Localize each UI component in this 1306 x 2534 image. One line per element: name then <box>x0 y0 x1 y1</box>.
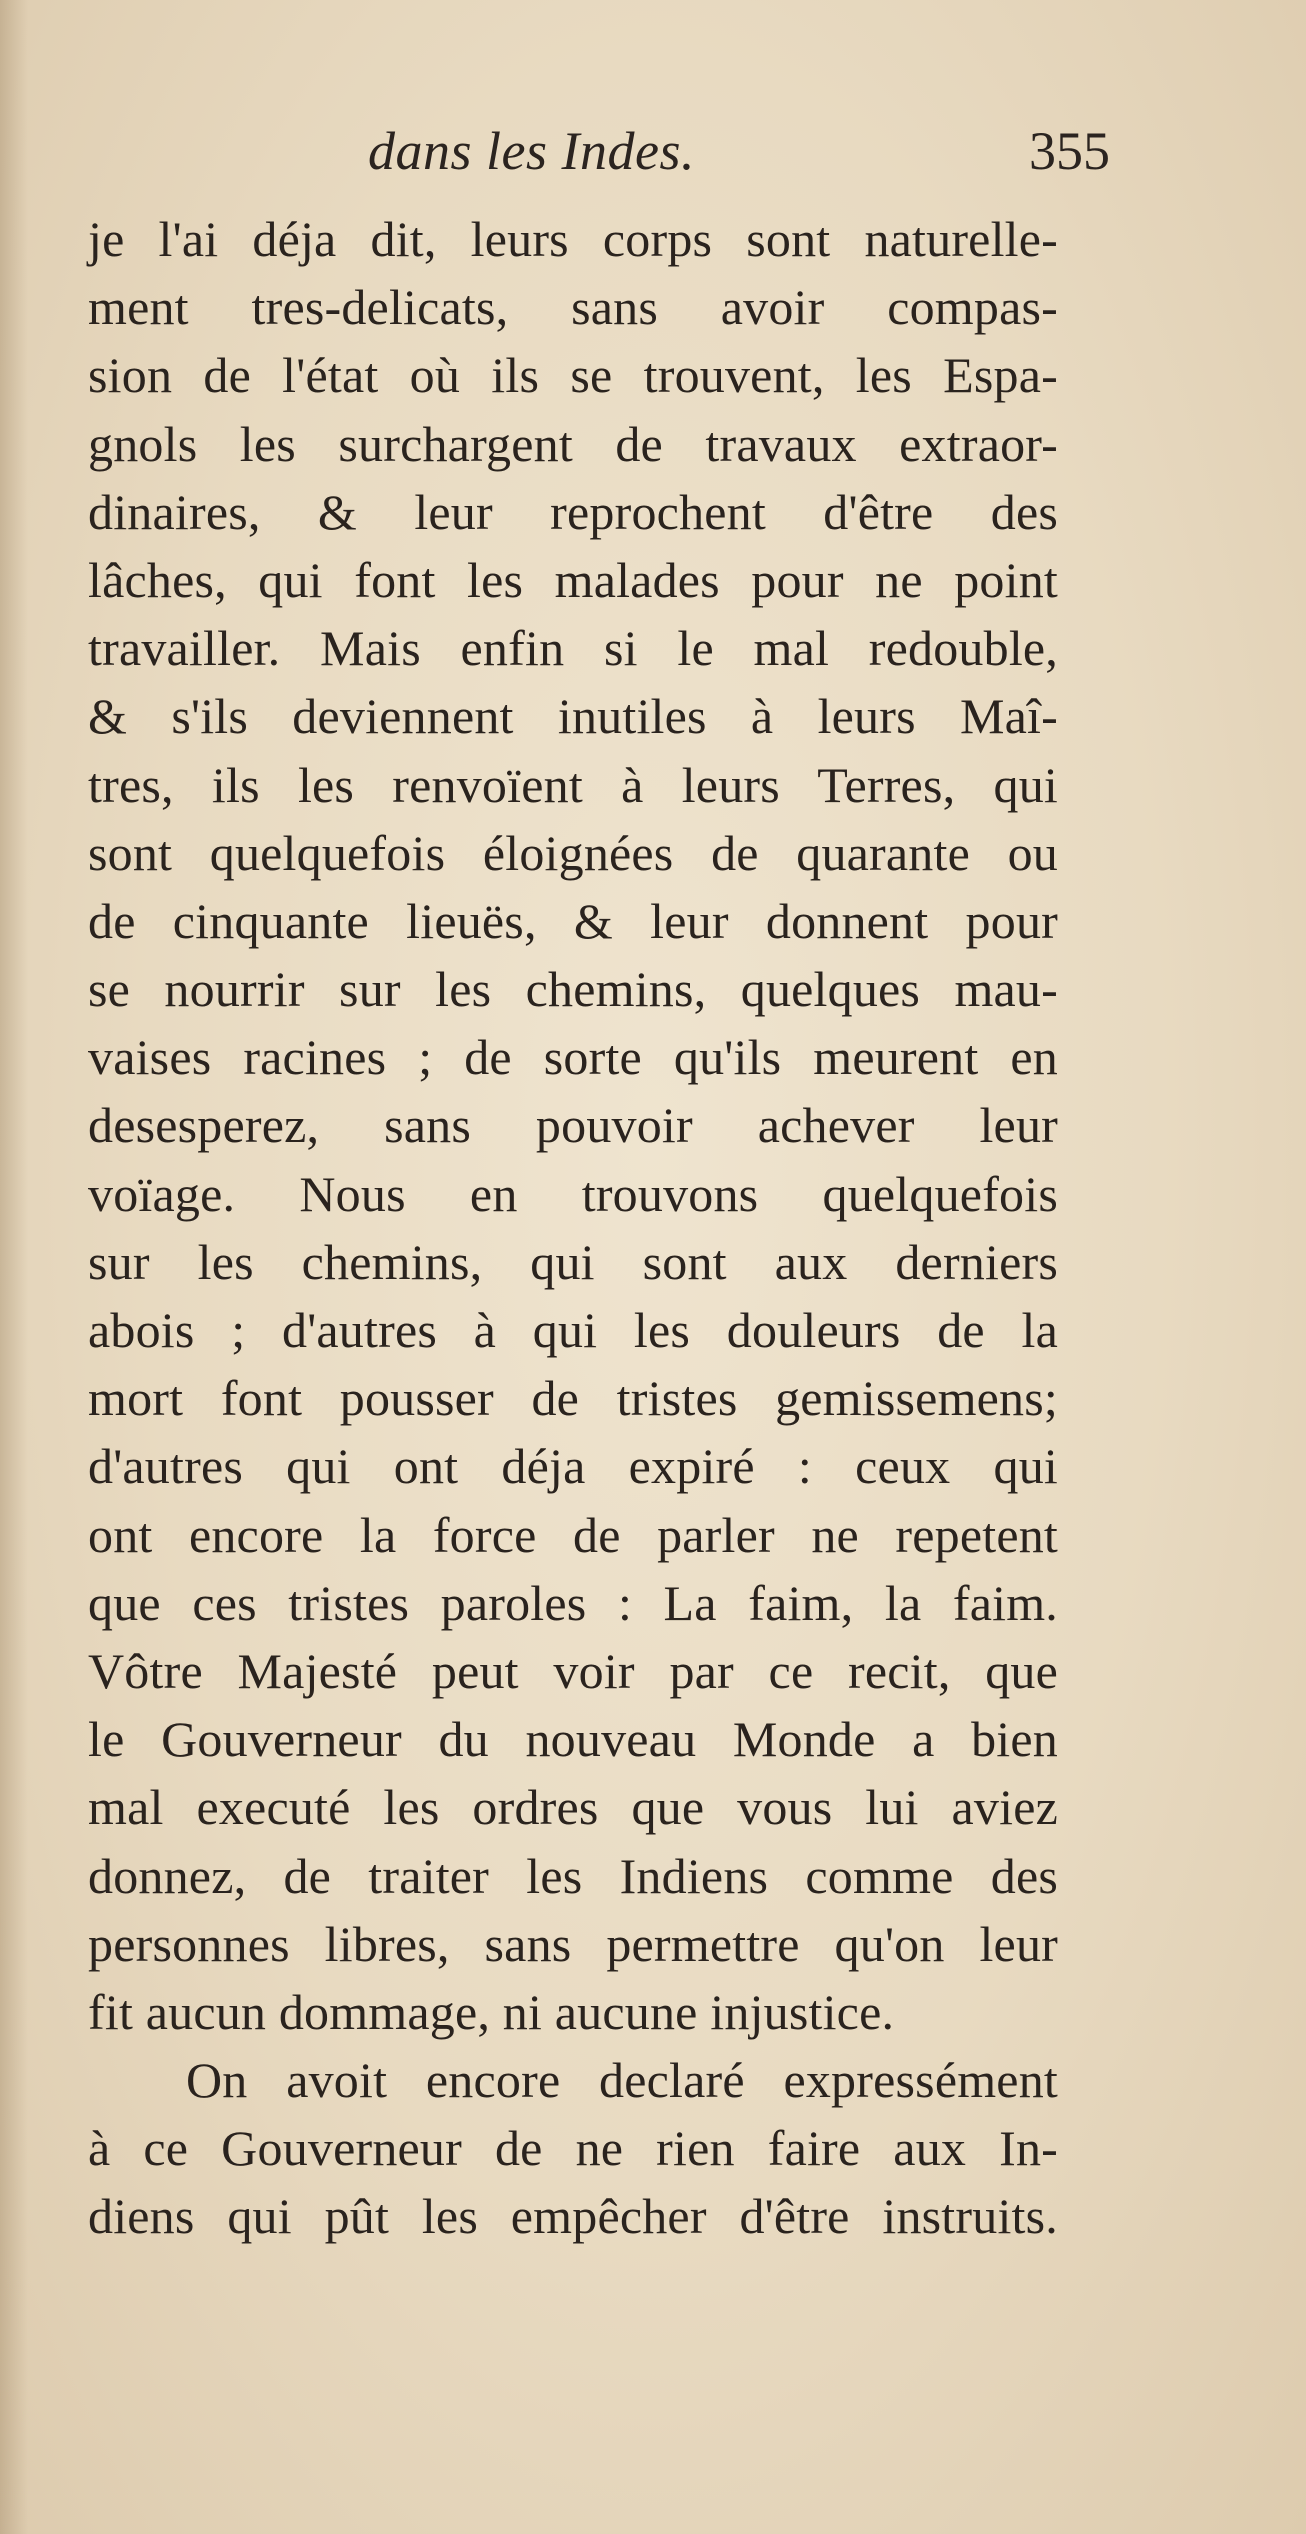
text-line: donnez, de traiter les Indiens comme des <box>88 1847 1058 1904</box>
text-line: diens qui pût les empêcher d'être instruits. <box>88 2188 1058 2245</box>
text-line: voïage. Nous en trouvons quelquefois <box>88 1165 1058 1222</box>
text-line: le Gouverneur du nouveau Monde a bien <box>88 1711 1058 1768</box>
text-line: dinaires, & leur reprochent d'être des <box>88 483 1058 540</box>
text-line: mort font pousser de tristes gemissemens; <box>88 1370 1058 1427</box>
text-line: mal executé les ordres que vous lui aviez <box>88 1779 1058 1836</box>
text-line: Vôtre Majesté peut voir par ce recit, que <box>88 1642 1058 1699</box>
spine-shadow <box>0 0 28 2534</box>
text-line: abois ; d'autres à qui les douleurs de la <box>88 1302 1058 1358</box>
text-line: je l'ai déja dit, leurs corps sont naturelle- <box>88 211 1058 267</box>
page-number: 355 <box>1029 121 1110 181</box>
text-line: desesperez, sans pouvoir achever leur <box>88 1097 1058 1154</box>
text-line: vaises racines ; de sorte qu'ils meurent en <box>88 1029 1058 1086</box>
text-line: à ce Gouverneur de ne rien faire aux In- <box>88 2120 1058 2177</box>
body-text <box>88 205 1058 2251</box>
page-header <box>100 120 1110 200</box>
text-line: que ces tristes paroles : La faim, la faim. <box>88 1574 1058 1631</box>
text-line: travailler. Mais enfin si le mal redouble, <box>88 620 1058 677</box>
text-line: sion de l'état où ils se trouvent, les Espa- <box>88 347 1058 404</box>
text-line: lâches, qui font les malades pour ne point <box>88 551 1058 608</box>
text-line: d'autres qui ont déja expiré : ceux qui <box>88 1438 1058 1495</box>
text-line: tres, ils les renvoïent à leurs Terres, qui <box>88 756 1058 813</box>
text-line: sont quelquefois éloignées de quarante ou <box>88 824 1058 881</box>
text-line: personnes libres, sans permettre qu'on leur <box>88 1915 1058 1972</box>
text-line: ont encore la force de parler ne repetent <box>88 1506 1058 1563</box>
running-head: dans les Indes. <box>368 121 695 181</box>
text-line: fit aucun dommage, ni aucune injustice. <box>88 1983 895 2040</box>
text-line: ment tres-delicats, sans avoir compas- <box>88 279 1058 336</box>
text-line: sur les chemins, qui sont aux derniers <box>88 1233 1058 1290</box>
text-line: gnols les surchargent de travaux extraor- <box>88 415 1058 472</box>
text-line: se nourrir sur les chemins, quelques mau- <box>88 961 1058 1018</box>
text-line: & s'ils deviennent inutiles à leurs Maî- <box>88 688 1058 745</box>
text-line: de cinquante lieuës, & leur donnent pour <box>88 892 1058 949</box>
paragraph-start-line: On avoit encore declaré expressément <box>186 2052 1058 2109</box>
